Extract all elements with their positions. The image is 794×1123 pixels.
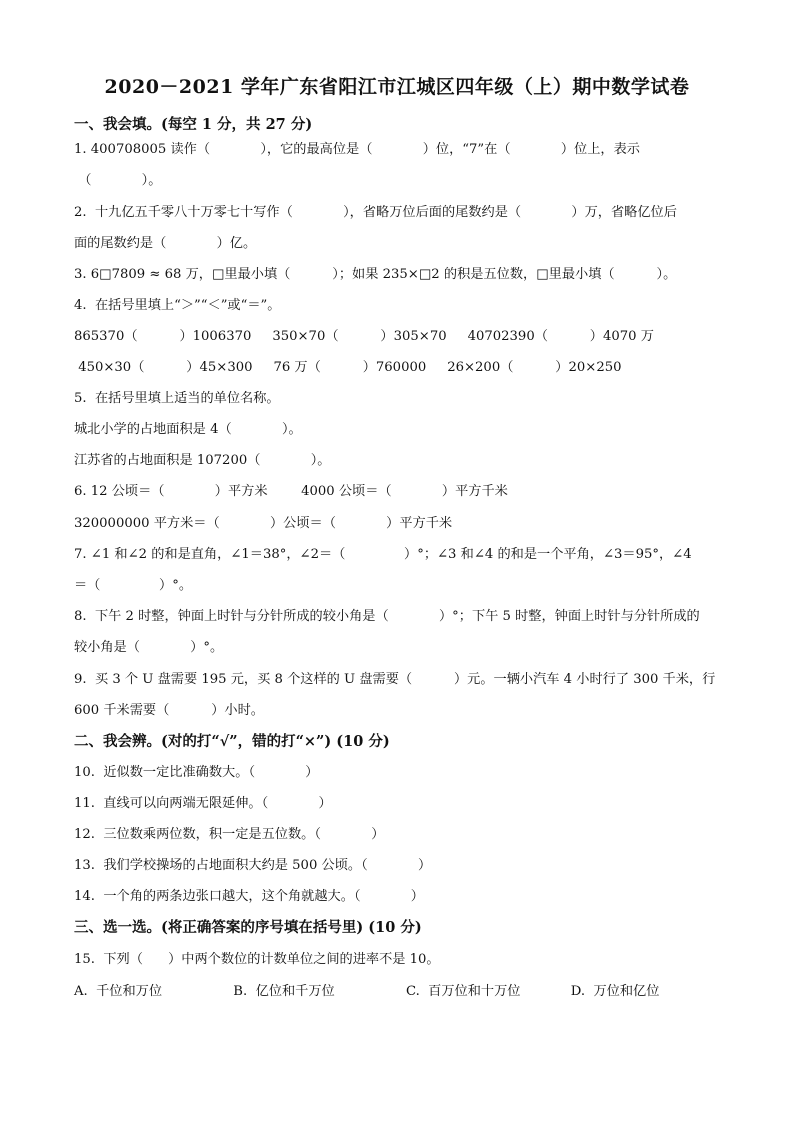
question-15: 15. 下列（ ）中两个数位的计数单位之间的进率不是 10。 — [74, 952, 440, 967]
question-8-line-2: 较小角是（ ）°。 — [74, 640, 224, 655]
question-2-line-2: 面的尾数约是（ ）亿。 — [74, 236, 257, 251]
question-8-line-1: 8. 下午 2 时整，钟面上时针与分针所成的较小角是（ ）°；下午 5 时整，钟面上时针与分针所成的 — [74, 609, 700, 624]
question-15-options: A. 千位和万位 B. 亿位和千万位 C. 百万位和十万位 D. 万位和亿位 — [74, 984, 660, 999]
question-4-row-1: 865370（ ）1006370 350×70（ ）305×70 40702390（ ）4070 万 — [74, 329, 654, 344]
question-6-line-1: 6. 12 公顷＝（ ）平方米 4000 公顷＝（ ）平方千米 — [74, 484, 508, 499]
question-10: 10. 近似数一定比准确数大。（ ） — [74, 765, 319, 780]
question-5: 5. 在括号里填上适当的单位名称。 — [74, 391, 280, 406]
question-13: 13. 我们学校操场的占地面积大约是 500 公顷。（ ） — [74, 858, 432, 873]
question-4: 4. 在括号里填上“＞”“＜”或“＝”。 — [74, 298, 281, 313]
question-7-line-1: 7. ∠1 和∠2 的和是直角，∠1＝38°，∠2＝（ ）°；∠3 和∠4 的和是一个平角，∠3＝95°，∠4 — [74, 547, 692, 562]
question-9-line-2: 600 千米需要（ ）小时。 — [74, 703, 264, 718]
question-1-line-2: （ ）。 — [74, 173, 162, 188]
question-5-part-a: 城北小学的占地面积是 4（ ）。 — [74, 422, 302, 437]
document-title: 2020－2021 学年广东省阳江市江城区四年级（上）期中数学试卷 — [104, 76, 690, 98]
section-heading-choice: 三、选一选。(将正确答案的序号填在括号里) (10 分) — [74, 919, 422, 936]
question-6-line-2: 320000000 平方米＝（ ）公顷＝（ ）平方千米 — [74, 516, 453, 531]
question-14: 14. 一个角的两条边张口越大，这个角就越大。（ ） — [74, 889, 424, 904]
question-11: 11. 直线可以向两端无限延伸。（ ） — [74, 796, 332, 811]
question-4-row-2: 450×30（ ）45×300 76 万（ ）760000 26×200（ ）20×250 — [74, 360, 622, 375]
section-heading-fill: 一、我会填。(每空 1 分，共 27 分) — [74, 116, 313, 133]
question-12: 12. 三位数乘两位数，积一定是五位数。（ ） — [74, 827, 385, 842]
question-9-line-1: 9. 买 3 个 U 盘需要 195 元，买 8 个这样的 U 盘需要（ ）元。一辆小汽车 4 小时行了 300 千米，行 — [74, 672, 716, 687]
question-3: 3. 6□7809 ≈ 68 万，□里最小填（ ）；如果 235×□2 的积是五位数，□里最小填（ ）。 — [74, 267, 677, 282]
question-5-part-b: 江苏省的占地面积是 107200（ ）。 — [74, 453, 331, 468]
question-7-line-2: ＝（ ）°。 — [74, 578, 193, 593]
question-1-line-1: 1. 400708005 读作（ ），它的最高位是（ ）位，“7”在（ ）位上，表示 — [74, 142, 640, 157]
section-heading-judge: 二、我会辨。(对的打“√”，错的打“×”) (10 分) — [74, 733, 390, 750]
question-2-line-1: 2. 十九亿五千零八十万零七十写作（ ），省略万位后面的尾数约是（ ）万，省略亿位后 — [74, 205, 677, 220]
